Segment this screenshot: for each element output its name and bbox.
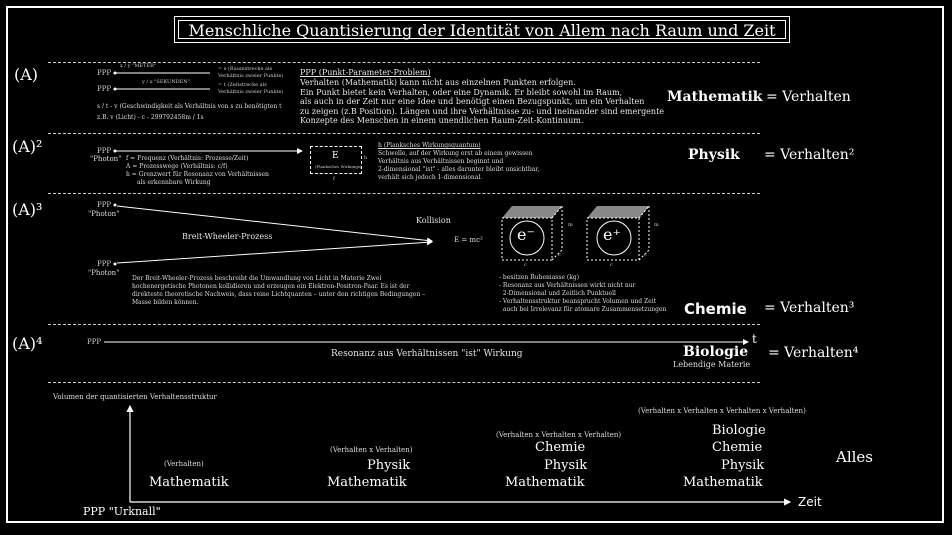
wavelength-def: A = Prozesswege (Verhältnis: c/f) bbox=[126, 163, 228, 170]
planck-heading: h (Planksches Wirkungsquantum) bbox=[378, 142, 481, 149]
velocity-formula: s / t - v (Geschwindigkeit als Verhältnis von s zu benötigten t bbox=[97, 103, 282, 110]
ppp-text bbox=[300, 78, 664, 126]
mass-bullets bbox=[499, 274, 666, 314]
x-axis-label: Zeit bbox=[798, 495, 822, 509]
photon-path-1 bbox=[117, 206, 432, 241]
sekunden-label: y / x "SEKUNDEN" bbox=[142, 79, 190, 85]
ppp-point: PPP bbox=[97, 85, 112, 93]
stage-item: Mathematik bbox=[327, 475, 407, 490]
stage-item: Mathematik bbox=[149, 475, 229, 490]
text-line: Konzepte des Menschen in einem unendlichen Raum-Zeit-Kontinuum. bbox=[300, 116, 584, 126]
breit-wheeler-desc bbox=[132, 275, 425, 307]
edge-c: c bbox=[610, 262, 613, 268]
box-f: f bbox=[333, 176, 335, 182]
stage-formula: (Verhalten x Verhalten x Verhalten) bbox=[496, 431, 622, 439]
result-verhalten3: = Verhalten³ bbox=[764, 300, 855, 316]
stage-item: Physik bbox=[544, 458, 588, 473]
text-line: Verhältnis aus Verhältnissen beginnt und bbox=[378, 158, 504, 165]
note-s: = s (Raumstrecke als Verhältnis zweier Punkte) bbox=[218, 66, 284, 79]
domain-chemie: Chemie bbox=[684, 300, 747, 318]
planck-def-cont: als erkennbare Wirkung bbox=[137, 179, 211, 186]
energy-equation: E = mc² bbox=[454, 236, 483, 244]
electron-symbol: e⁻ bbox=[517, 225, 535, 244]
text-line: Schwelle, auf der Wirkung erst ab einem gewissen bbox=[378, 150, 533, 157]
domain-biologie: Biologie bbox=[683, 344, 749, 360]
energy-symbol: E bbox=[332, 151, 339, 161]
light-speed-example: z.B. v (Licht) - c - 299792458m / 1s bbox=[97, 114, 204, 121]
photon-label: "Photon" bbox=[90, 155, 122, 163]
origin-label: PPP "Urknall" bbox=[83, 505, 161, 518]
row4-label: (A)⁴ bbox=[12, 334, 43, 353]
stage-item: Mathematik bbox=[683, 475, 763, 490]
edge-c: c bbox=[644, 252, 647, 258]
energy-box-sub: (Planksches Wirkungs) bbox=[315, 164, 362, 169]
ppp-point: PPP bbox=[97, 147, 112, 155]
edge-m: m bbox=[568, 222, 573, 228]
text-line: zu zeigen (z.B Position). Längen und ihre Verhältnisse zu- und ineinander sind emergente bbox=[300, 106, 665, 116]
row2-label: (A)² bbox=[12, 137, 43, 156]
text-line: direkteste theoretische Nachweis, dass reine Lichtquanten – unter den richtigen Bedingungen – bbox=[132, 291, 426, 298]
ppp-point: PPP bbox=[97, 69, 112, 77]
photon-label: "Photon" bbox=[88, 269, 120, 277]
ppp-point: PPP bbox=[97, 260, 112, 268]
domain-physik: Physik bbox=[688, 147, 740, 163]
frequency-def: f = Frequenz (Verhältnis: Prozesse/Zeit) bbox=[126, 155, 249, 162]
note-t: = t (Zeitstrecke als Verhältnis zweier Punkte) bbox=[218, 82, 284, 95]
bullet-line: auch bei Irrelevanz für atomare Zusammensetzungen bbox=[499, 306, 667, 313]
text-line: verhält sich jedoch 1-dimensional. bbox=[378, 174, 483, 181]
edge-m: m bbox=[654, 222, 659, 228]
bullet-line: - Verhaltensstruktur beansprucht Volumen und Zeit bbox=[499, 298, 657, 305]
resonance-label: Resonanz aus Verhältnissen "ist" Wirkung bbox=[331, 349, 523, 359]
row3-label: (A)³ bbox=[12, 200, 43, 219]
box-h: h bbox=[364, 155, 368, 161]
stage-item: Chemie bbox=[712, 440, 763, 455]
page-title: Menschliche Quantisierung der Identität von Allem nach Raum und Zeit bbox=[178, 20, 786, 39]
stage-item: Physik bbox=[721, 458, 765, 473]
bullet-line: - besitzen Ruhemasse (kg) bbox=[499, 274, 580, 281]
stage-formula: (Verhalten) bbox=[164, 460, 204, 468]
result-verhalten2: = Verhalten² bbox=[764, 147, 855, 163]
biologie-sub: Lebendige Materie bbox=[673, 360, 751, 369]
meter-label: x / y "METER" bbox=[120, 63, 157, 69]
result-verhalten4: = Verhalten⁴ bbox=[768, 345, 859, 361]
planck-def: h = Grenzwert für Resonanz von Verhältnissen bbox=[126, 171, 269, 178]
ppp-point: PPP bbox=[97, 201, 112, 209]
stage-formula: (Verhalten x Verhalten x Verhalten x Verhalten) bbox=[638, 407, 806, 415]
text-line: als auch in der Zeit nur eine Idee und benötigt einen Bezugspunkt, um ein Verhalten bbox=[300, 97, 645, 107]
collision-label: Kollision bbox=[416, 216, 451, 225]
ppp-point: PPP bbox=[87, 338, 102, 346]
photon-path-2 bbox=[117, 242, 432, 263]
domain-mathematik: Mathematik bbox=[667, 89, 763, 105]
text-line: 2-dimensional "ist" - alles darunter bleibt unsichtbar, bbox=[378, 166, 540, 173]
result-verhalten: = Verhalten bbox=[766, 89, 851, 105]
bullet-line: - Resonanz aus Verhältnissen wirkt nicht nur bbox=[499, 282, 636, 289]
stage-formula: (Verhalten x Verhalten) bbox=[330, 446, 413, 454]
energy-box bbox=[310, 146, 362, 174]
text-line: Masse bilden können. bbox=[132, 299, 199, 306]
planck-text bbox=[378, 150, 539, 182]
breit-wheeler-label: Breit-Wheeler-Prozess bbox=[182, 232, 273, 241]
edge-c: c bbox=[558, 252, 561, 258]
edge-c: c bbox=[524, 262, 527, 268]
text-line: Ein Punkt bietet kein Verhalten, oder eine Dynamik. Er bleibt sowohl im Raum, bbox=[300, 87, 623, 97]
text-line: hochenergetische Photonen kollidieren und erzeugen ein Elektron-Positron-Paar. Es ist der bbox=[132, 283, 410, 290]
time-axis-label: t bbox=[752, 332, 757, 346]
stage-item: Biologie bbox=[712, 423, 766, 438]
row1-label: (A) bbox=[14, 65, 39, 84]
bullet-line: 2-Dimensional und Zeitlich Punktuell bbox=[499, 290, 616, 297]
ppp-heading: PPP (Punkt-Parameter-Problem) bbox=[300, 68, 431, 77]
positron-symbol: e⁺ bbox=[603, 225, 621, 244]
stage-item: Mathematik bbox=[505, 475, 585, 490]
text-line: Der Breit-Wheeler-Prozess beschreibt die Umwandlung von Licht in Materie Zwei bbox=[132, 275, 382, 282]
stage-item: Physik bbox=[367, 458, 411, 473]
y-axis-label: Volumen der quantisierten Verhaltensstruktur bbox=[53, 393, 217, 401]
photon-label: "Photon" bbox=[88, 210, 120, 218]
alles-label: Alles bbox=[836, 448, 874, 466]
text-line: Verhalten (Mathematik) kann nicht aus einzelnen Punkten erfolgen. bbox=[300, 78, 576, 87]
stage-item: Chemie bbox=[535, 440, 586, 455]
